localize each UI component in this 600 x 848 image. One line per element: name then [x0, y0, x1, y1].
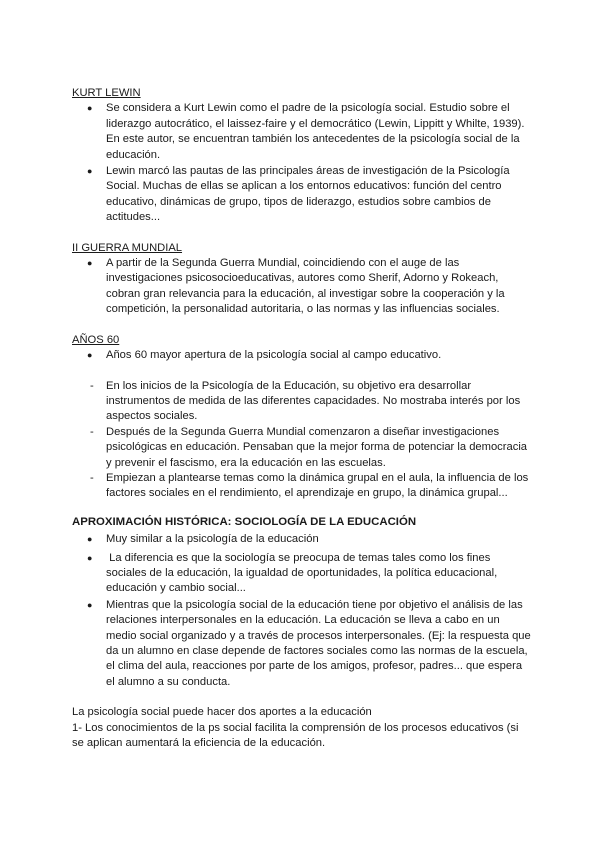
- dash-icon: -: [90, 379, 94, 392]
- list-item-text: Empiezan a plantearse temas como la dinámica grupal en el aula, la influencia de los factores sociales en el rendimiento, el aprendizaje en grupo, la dinámica grupal...: [106, 471, 529, 500]
- list-item: [72, 379, 532, 425]
- list-item-text: En los inicios de la Psicología de la Educación, su objetivo era desarrollar instrumentos de medida de las diferentes capacidades. No mostraba interés por los aspectos sociales.: [106, 379, 521, 423]
- closing-line-2: 1- Los conocimientos de la ps social facilita la comprensión de los procesos educativos (si se aplican aumentará la eficiencia de la educación.: [72, 721, 519, 750]
- bullet-list-kurt-lewin: [72, 101, 532, 225]
- list-item: [72, 256, 532, 318]
- list-item-text: Años 60 mayor apertura de la psicología social al campo educativo.: [106, 349, 442, 362]
- section-heading-segunda-guerra: II GUERRA MUNDIAL: [72, 241, 183, 254]
- list-item-text: A partir de la Segunda Guerra Mundial, coincidiendo con el auge de las investigaciones psicosocioeducativas, autores como Sherif, Adorno y Rokeach, cobran gran relevancia para la educación, al investigar sobre la cooperación y la competición, la personalidad autoritaria, o las normas y las influencias sociales.: [106, 257, 505, 316]
- bullet-icon: ●: [87, 258, 93, 269]
- list-item-text: Muy similar a la psicología de la educación: [106, 533, 319, 546]
- list-item-text: La diferencia es que la sociología se preocupa de temas tales como los fines sociales de la educación, la igualdad de oportunidades, la política educacional, educación y cambio social...: [106, 551, 501, 595]
- closing-line-1: La psicología social puede hacer dos aportes a la educación: [72, 706, 372, 719]
- list-item-text: Después de la Segunda Guerra Mundial comenzaron a diseñar investigaciones psicológicas en educación. Pensaban que la mejor forma de potenciar la democracia y prevenir el fascismo, era la educación en las escuelas.: [106, 425, 528, 469]
- section-heading-kurt-lewin: KURT LEWIN: [72, 87, 141, 99]
- dash-icon: -: [90, 425, 94, 438]
- bullet-icon: ●: [87, 350, 93, 361]
- bullet-list-segunda-guerra: [72, 256, 532, 318]
- list-item: [72, 598, 532, 690]
- bullet-icon: ●: [87, 599, 93, 610]
- section-heading-aproximacion-historica: APROXIMACIÓN HISTÓRICA: SOCIOLOGÍA DE LA EDUCACIÓN: [72, 515, 417, 528]
- bullet-list-anos-60: [72, 348, 532, 363]
- bullet-icon: ●: [87, 534, 93, 545]
- list-item: [72, 532, 532, 547]
- document-body: [72, 86, 532, 751]
- bullet-icon: ●: [87, 166, 93, 177]
- list-item: [72, 425, 532, 471]
- section-heading-anos-60: AÑOS 60: [72, 333, 120, 346]
- list-item-text: Se considera a Kurt Lewin como el padre de la psicología social. Estudio sobre el liderazgo autocrático, el laissez-faire y el democrático (Lewin, Lippitt y Whilte, 1939). En este autor, se encuentran también los antecedentes de la psicología social de la educación.: [106, 102, 525, 161]
- bullet-list-aproximacion: [72, 532, 532, 690]
- dash-list-anos-60: [72, 379, 532, 502]
- list-item: [72, 471, 532, 502]
- list-item: [72, 164, 532, 226]
- dash-icon: -: [90, 471, 94, 484]
- bullet-icon: ●: [87, 103, 93, 114]
- list-item: [72, 551, 532, 597]
- list-item-text: Mientras que la psicología social de la educación tiene por objetivo el análisis de las relaciones interpersonales en la educación. La educación se lleva a cabo en un medio social organizado y a través de procesos interpersonales. (Ej: la respuesta que da un alumno en clase depende de factores sociales como las normas de la escuela, el clima del aula, reacciones por parte de los amigos, profesor, padres... que espera el alumno a su conducta.: [106, 598, 531, 688]
- bullet-icon: ●: [87, 552, 93, 563]
- list-item: [72, 101, 532, 163]
- list-item-text: Lewin marcó las pautas de las principales áreas de investigación de la Psicología Social. Muchas de ellas se aplican a los entornos educativos: función del centro educativo, dinámicas de grupo, tipos de liderazgo, estudios sobre cambios de actitudes...: [106, 165, 510, 224]
- list-item: [72, 348, 532, 363]
